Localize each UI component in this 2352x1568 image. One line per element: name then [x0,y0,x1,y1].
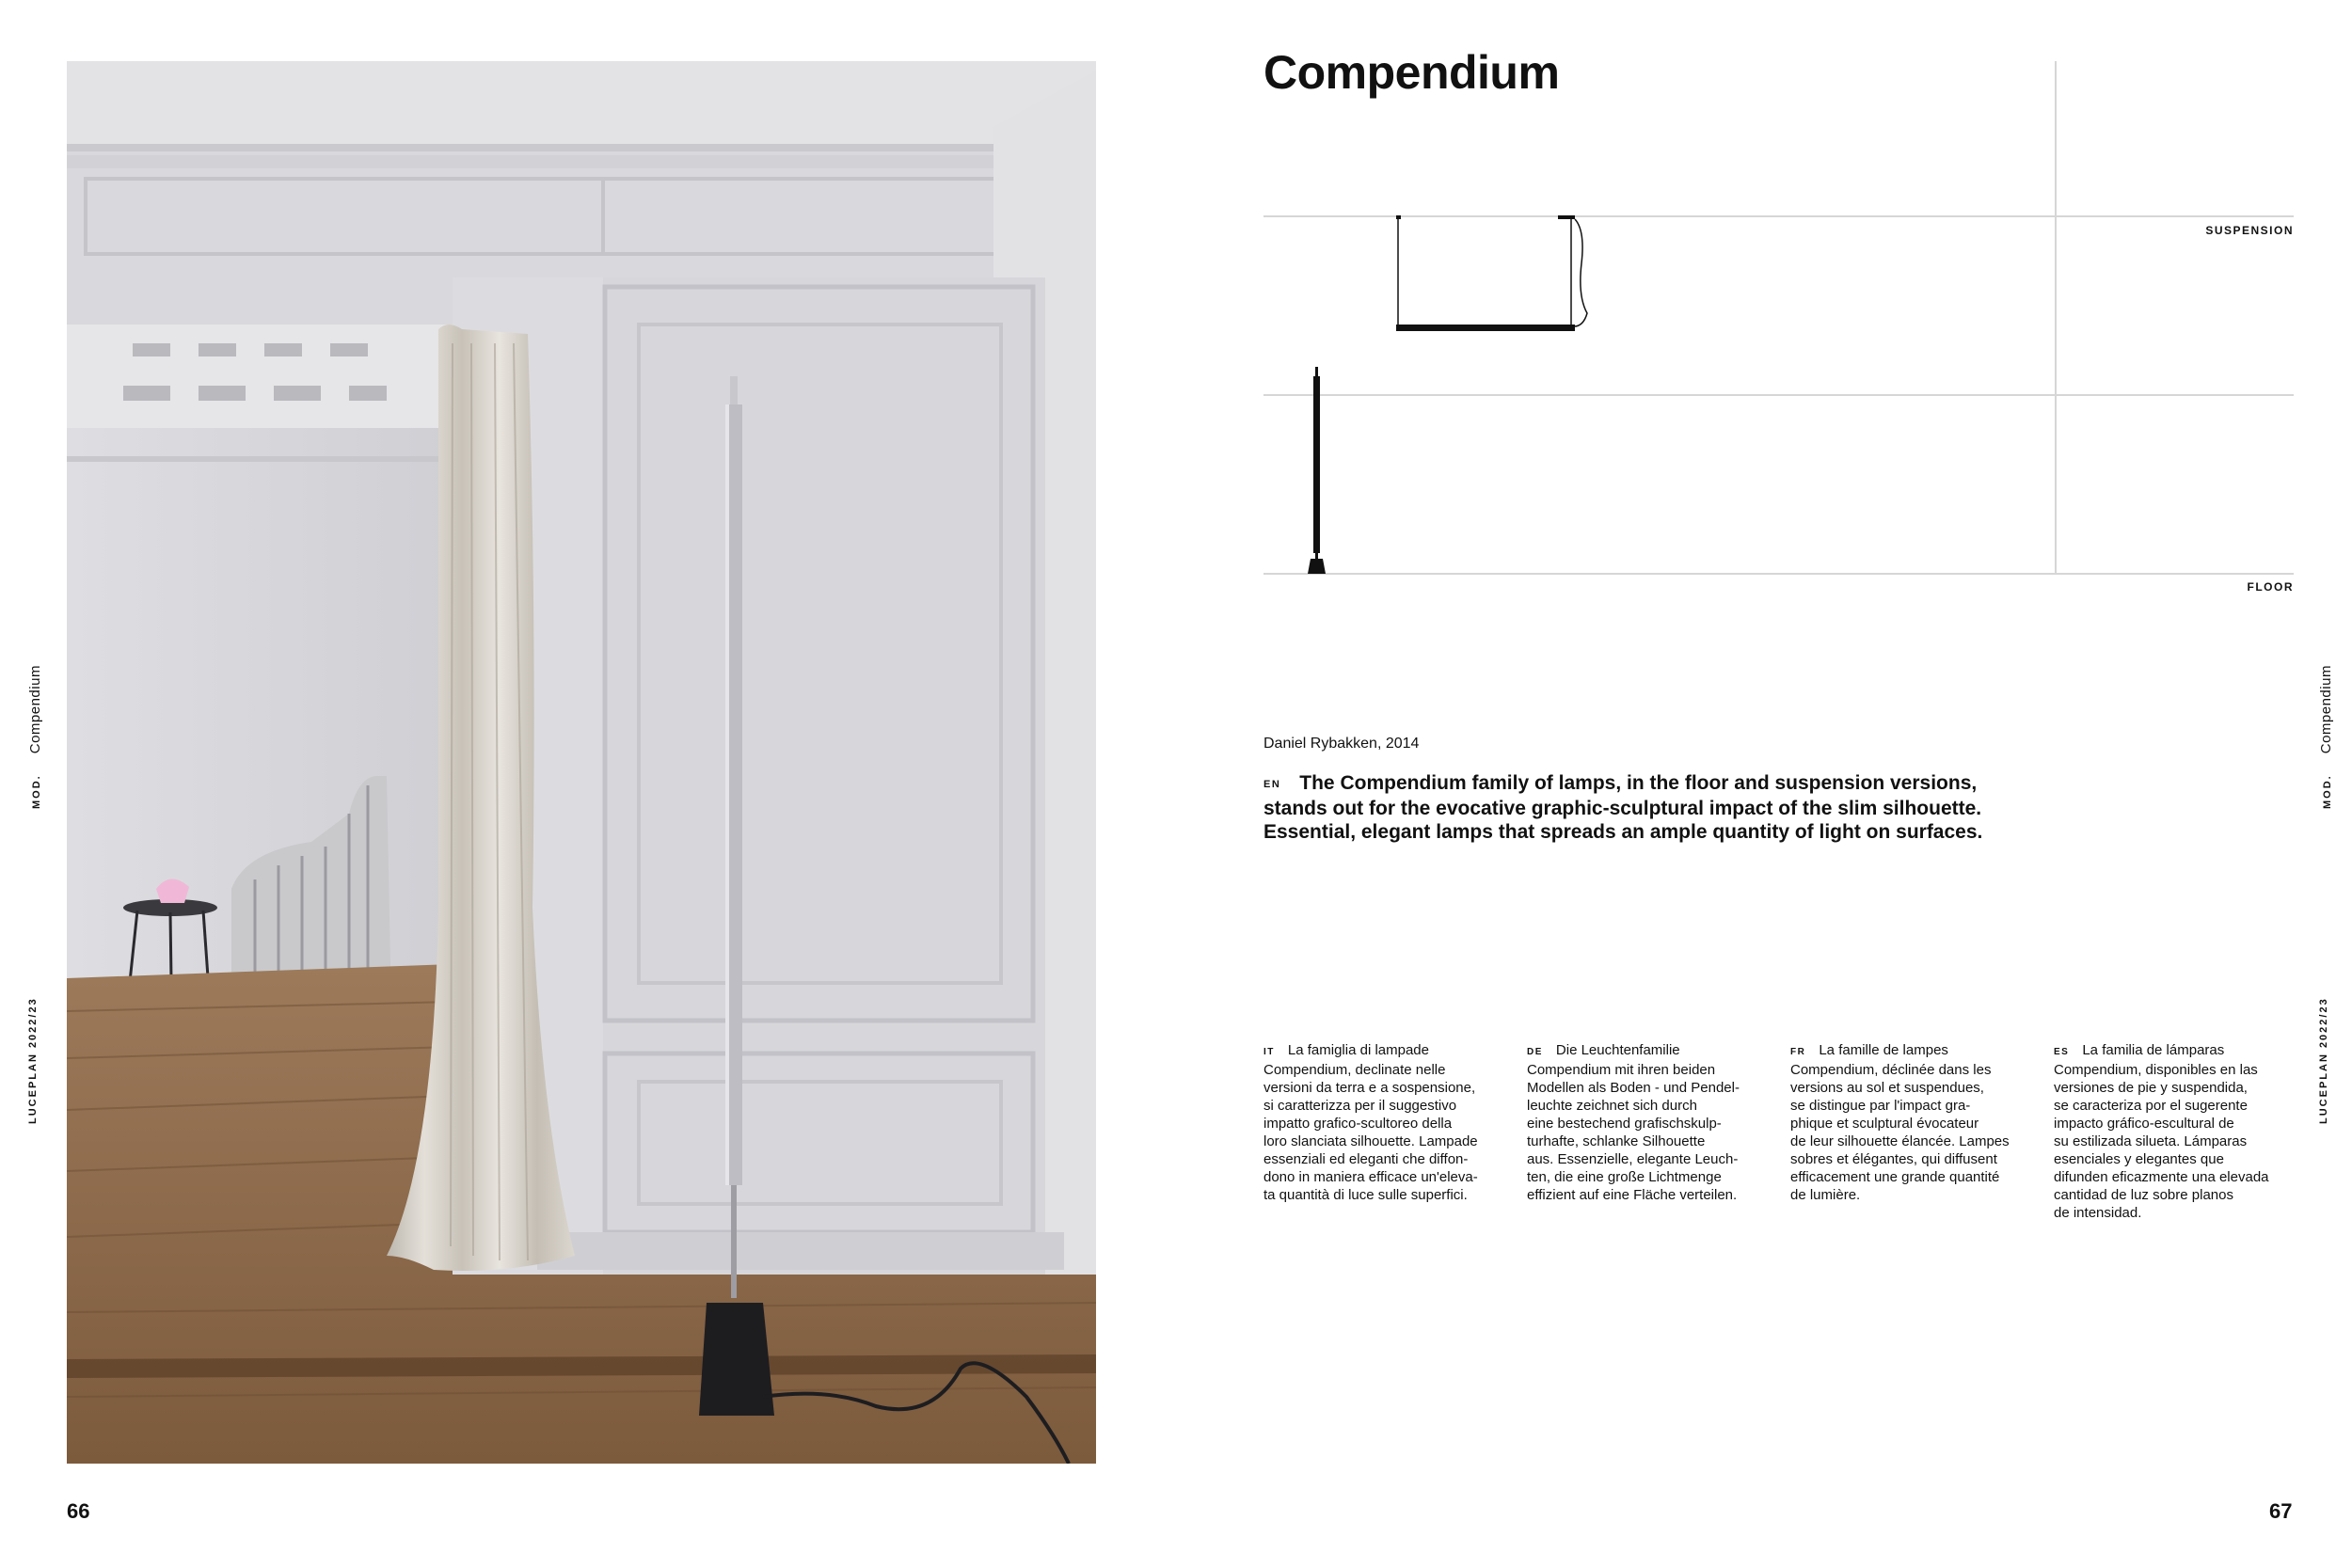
text-line: Compendium, déclinée dans les [1790,1062,1992,1078]
text-line: se caracteriza por el sugerente [2054,1098,2248,1114]
text-line: si caratterizza per il suggestivo [1263,1098,1457,1114]
page-number-right: 67 [2269,1499,2293,1523]
page-number-left: 66 [67,1499,90,1523]
right-side-label [2318,665,2334,809]
language-code-fr: FR [1790,1047,1806,1057]
right-mod-label: MOD. [2322,774,2333,809]
floor-lamp-drawing [1308,367,1326,574]
suspension-lamp-drawing [1396,215,1587,331]
text-line: ten, die eine große Lichtmenge [1527,1169,1722,1185]
language-code-de: DE [1527,1047,1543,1057]
right-model-name: Compendium [2318,665,2334,754]
floor-label: FLOOR [2247,580,2294,594]
text-line: Modellen als Boden - und Pendel- [1527,1080,1740,1096]
text-line: La famille de lampes [1819,1042,1948,1058]
left-catalog-label: LUCEPLAN 2022/23 [27,997,39,1124]
product-diagram [1263,61,2294,602]
french-description [1790,1041,2037,1204]
text-line: dono in maniera efficace un'eleva- [1263,1169,1478,1185]
text-line: loro slanciata silhouette. Lampade [1263,1133,1478,1149]
text-line: aus. Essenzielle, elegante Leuch- [1527,1151,1739,1167]
text-line: phique et sculptural évocateur [1790,1116,1979,1132]
text-line: eine bestechend grafischskulp- [1527,1116,1722,1132]
text-line: versioni da terra e a sospensione, [1263,1080,1476,1096]
text-line: efficacement une grande quantité [1790,1169,2000,1185]
text-line: sobres et élégantes, qui diffusent [1790,1151,1997,1167]
english-text: The Compendium family of lamps, in the floor and suspension versions, stands out for the evocative graphic-sculptural impact of the slim silhouette. Essential, elegant lamps that spreads an ample quantity of light on surfaces. [1263,772,1983,843]
text-line: cantidad de luz sobre planos [2054,1187,2233,1203]
right-catalog-label: LUCEPLAN 2022/23 [2318,997,2329,1124]
language-code-es: ES [2054,1047,2070,1057]
text-line: Compendium, declinate nelle [1263,1062,1446,1078]
suspension-label: SUSPENSION [2205,224,2294,237]
text-line: effizient auf eine Fläche verteilen. [1527,1187,1738,1203]
text-line: esenciales y elegantes que [2054,1151,2224,1167]
text-line: de intensidad. [2054,1205,2142,1221]
designer-credit: Daniel Rybakken, 2014 [1263,736,1420,752]
text-line: se distingue par l'impact gra- [1790,1098,1971,1114]
text-line: ta quantità di luce sulle superfici. [1263,1187,1468,1203]
text-line: versiones de pie y suspendida, [2054,1080,2248,1096]
text-line: essenziali ed eleganti che diffon- [1263,1151,1469,1167]
language-code-en: EN [1263,779,1281,790]
text-line: turhafte, schlanke Silhouette [1527,1133,1706,1149]
text-line: impacto gráfico-escultural de [2054,1116,2234,1132]
italian-description [1263,1041,1510,1204]
text-line: de lumière. [1790,1187,1861,1203]
left-mod-label: MOD. [31,774,42,809]
text-line: Die Leuchtenfamilie [1555,1042,1680,1058]
english-description [1263,771,2016,844]
text-line: Compendium mit ihren beiden [1527,1062,1716,1078]
text-line: su estilizada silueta. Lámparas [2054,1133,2248,1149]
interior-photo [67,61,1096,1464]
language-code-it: IT [1263,1047,1275,1057]
text-line: de leur silhouette élancée. Lampes [1790,1133,2010,1149]
text-line: La familia de lámparas [2082,1042,2225,1058]
german-description [1527,1041,1773,1204]
text-line: leuchte zeichnet sich durch [1527,1098,1697,1114]
left-side-label [27,665,43,809]
page-title: Compendium [1263,46,1560,99]
text-line: versions au sol et suspendues, [1790,1080,1984,1096]
text-line: impatto grafico-scultoreo della [1263,1116,1453,1132]
spanish-description [2054,1041,2300,1222]
text-line: Compendium, disponibles en las [2054,1062,2258,1078]
text-line: La famiglia di lampade [1287,1042,1429,1058]
text-line: difunden eficazmente una elevada [2054,1169,2269,1185]
left-model-name: Compendium [27,665,43,754]
